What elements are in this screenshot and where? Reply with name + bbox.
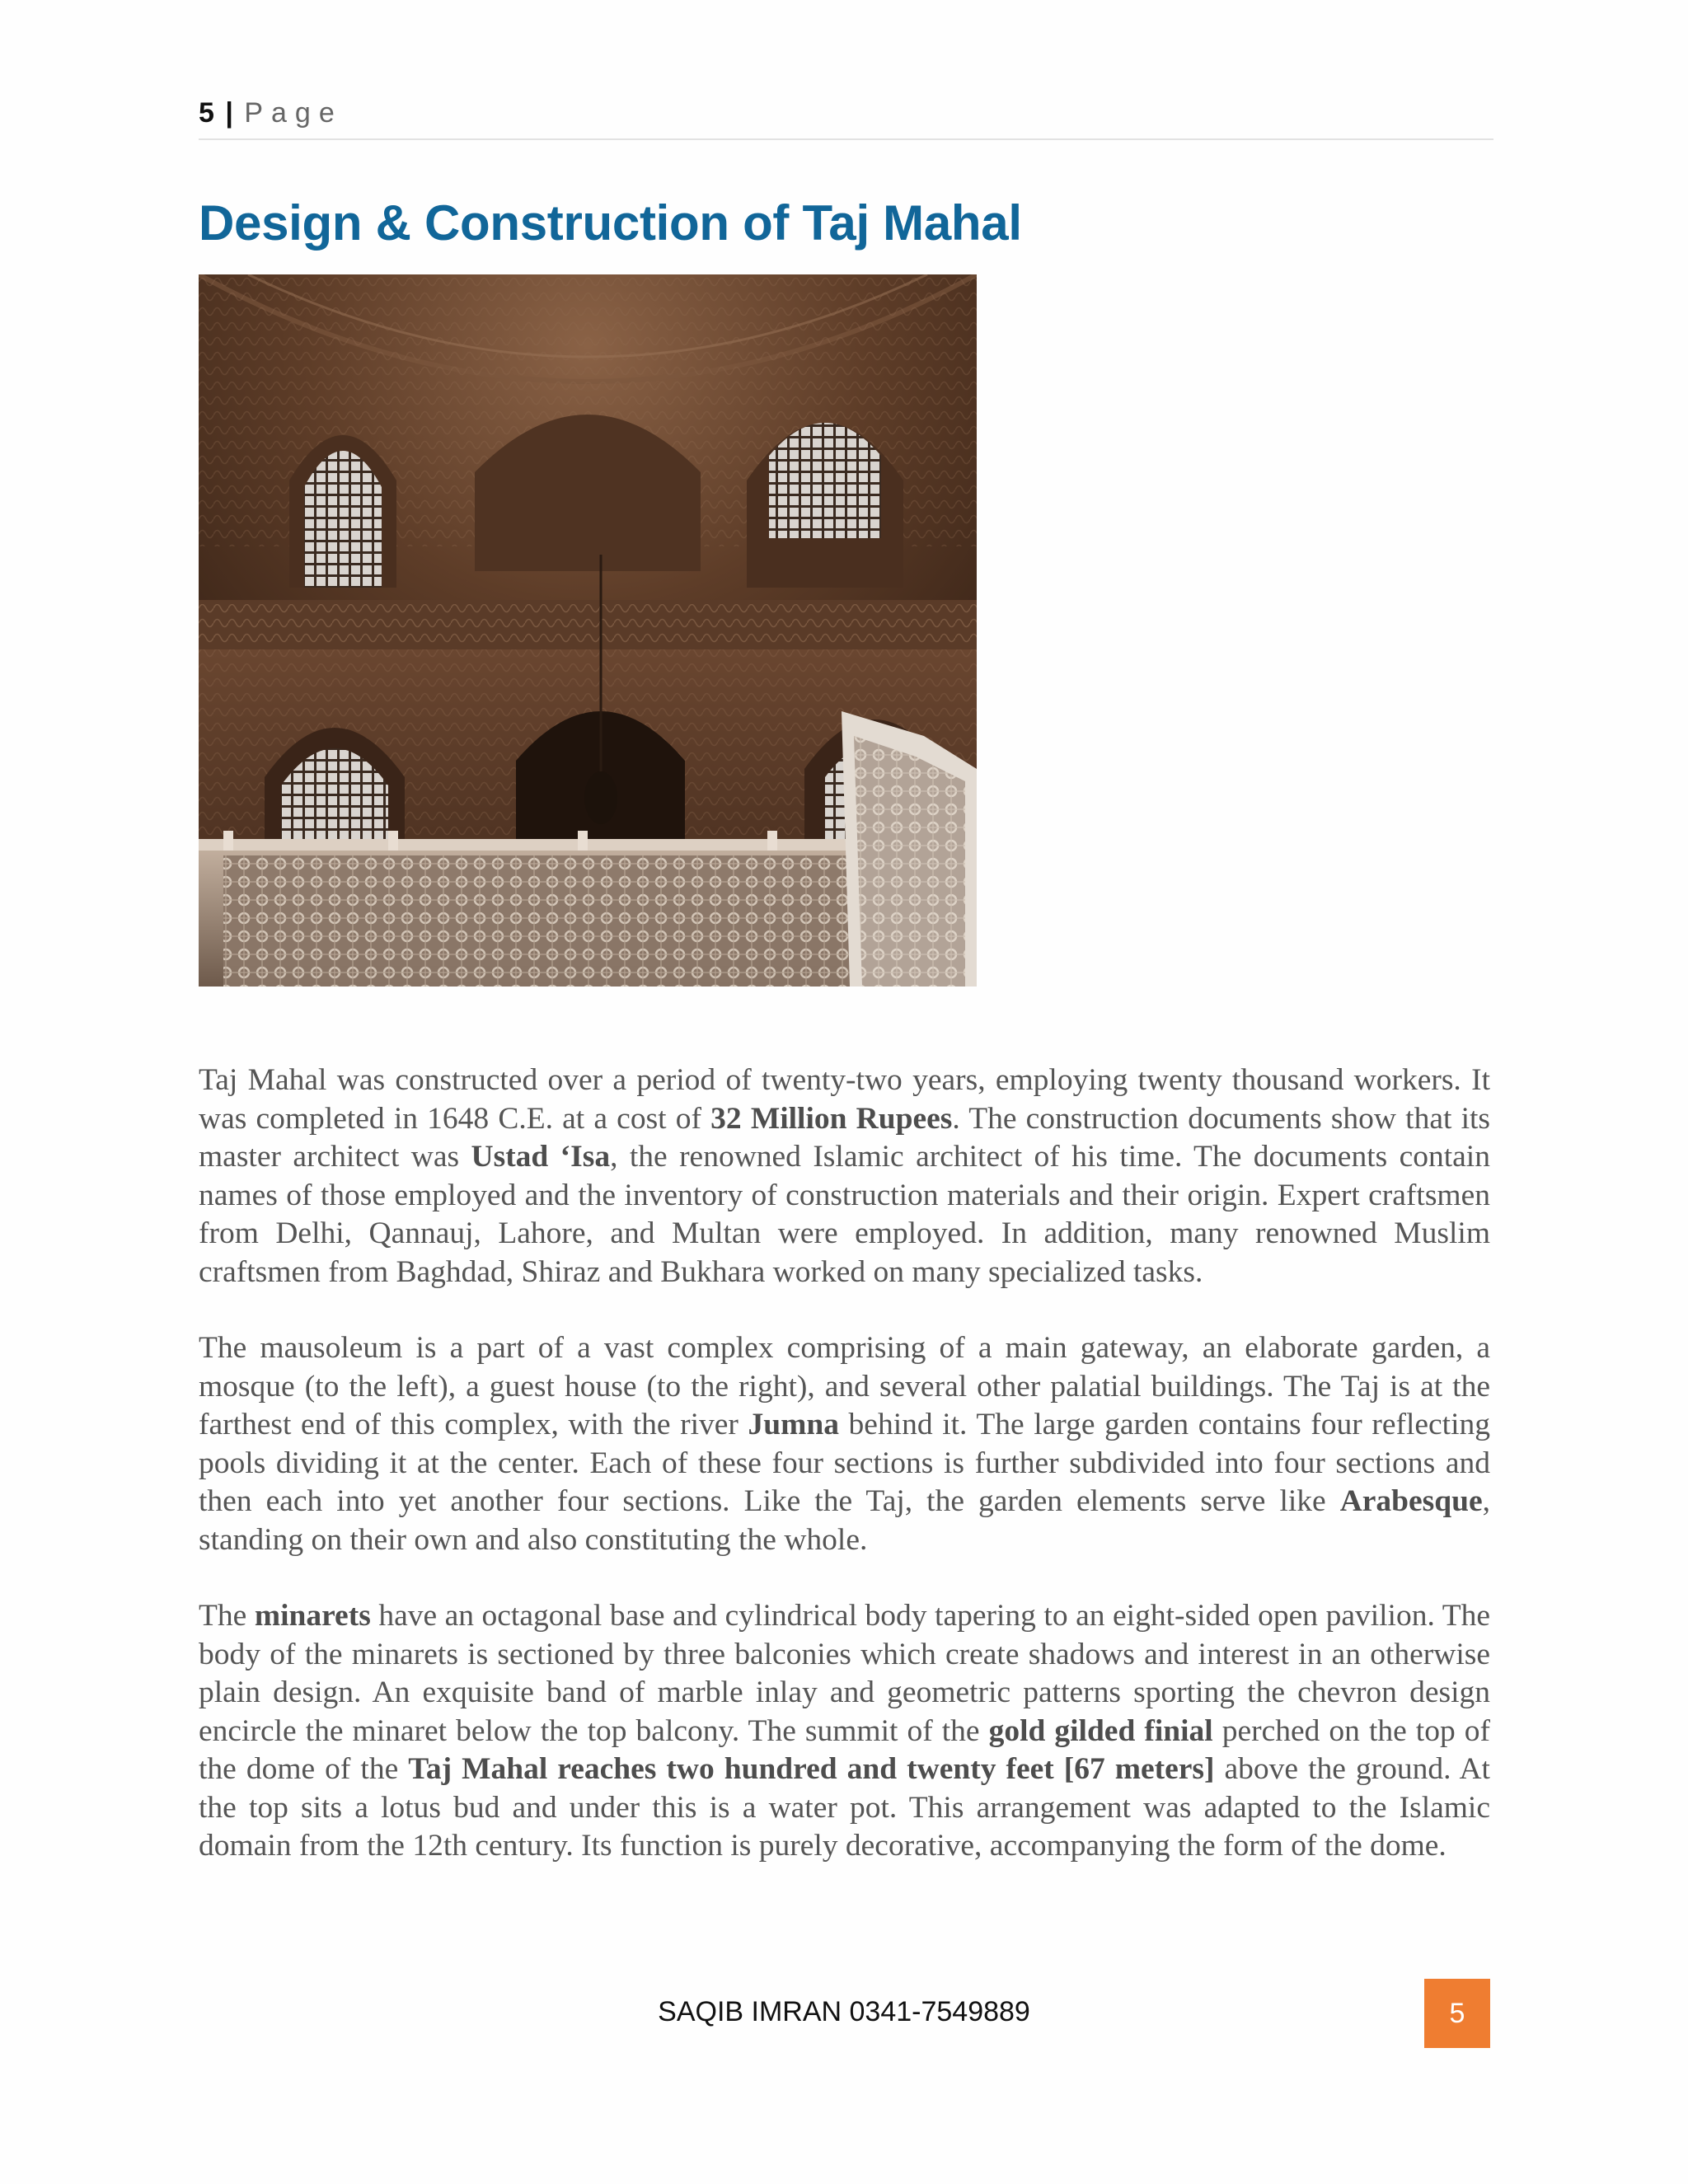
header-separator: | [225, 97, 233, 129]
body-text [199, 1062, 1490, 1904]
bold-phrase: Ustad ‘Isa [471, 1140, 611, 1174]
bold-phrase: 32 Million Rupees [710, 1101, 953, 1136]
bold-phrase: Arabesque [1339, 1484, 1483, 1518]
page-header [199, 97, 1493, 140]
text-run: above the ground. At the top sits a lotus bud and under this is a water pot. This arrangement was adapted to the Islamic domain from the 12th century. Its function is purely decorative, accompanying the form of the dome. [199, 1752, 1490, 1863]
paragraph-2 [199, 1329, 1490, 1559]
bold-phrase: minarets [254, 1599, 371, 1633]
text-run: , the renowned Islamic architect of his time. The documents contain names of those employed and the inventory of construction materials and their origin. Expert craftsmen from Delhi, Qannauj, Lahore, and Multan were employed. In addition, many renowned Muslim craftsmen from Baghdad, Shiraz and Bukhara worked on many specialized tasks. [199, 1140, 1490, 1289]
footer-page-number: 5 [1424, 1979, 1490, 2048]
text-run: perched on the top of the dome of the [199, 1713, 1490, 1786]
text-run: behind it. The large garden contains four reflecting pools dividing it at the center. Each of these four sections is further subdivided into four sections and then each into yet another four sections. Like the Taj, the garden elements serve like [199, 1408, 1490, 1518]
header-page-word: Page [244, 97, 343, 129]
header-page-number: 5 [199, 97, 214, 129]
footer-author: SAQIB IMRAN 0341-7549889 [658, 1996, 1030, 2027]
bold-phrase: Taj Mahal reaches two hundred and twenty feet [67 meters] [408, 1752, 1215, 1786]
bold-phrase: gold gilded finial [988, 1713, 1213, 1748]
text-run: Taj Mahal was constructed over a period of twenty-two years, employing twenty thousand workers. It was completed in 1648 C.E. at a cost of [199, 1063, 1490, 1136]
bold-phrase: Jumna [748, 1408, 839, 1441]
paragraph-3 [199, 1597, 1490, 1866]
taj-mahal-interior-photo [199, 274, 977, 987]
text-run: . The construction documents show that its master architect was [199, 1101, 1490, 1174]
text-run: The mausoleum is a part of a vast complex comprising of a main gateway, an elaborate garden, a mosque (to the left), a guest house (to the right), and several other palatial buildings. The Taj is at the farthest end of this complex, with the river [199, 1331, 1490, 1441]
page-title: Design & Construction of Taj Mahal [199, 195, 1022, 251]
paragraph-1 [199, 1062, 1490, 1291]
text-run: have an octagonal base and cylindrical body tapering to an eight-sided open pavilion. The body of the minarets is sectioned by three balconies which create shadows and interest in an otherwise plain design. An exquisite band of marble inlay and geometric patterns sporting the chevron design encircle the minaret below the top balcony. The summit of the [199, 1599, 1490, 1748]
text-run: The [199, 1599, 255, 1633]
text-run: , standing on their own and also constituting the whole. [199, 1484, 1490, 1557]
